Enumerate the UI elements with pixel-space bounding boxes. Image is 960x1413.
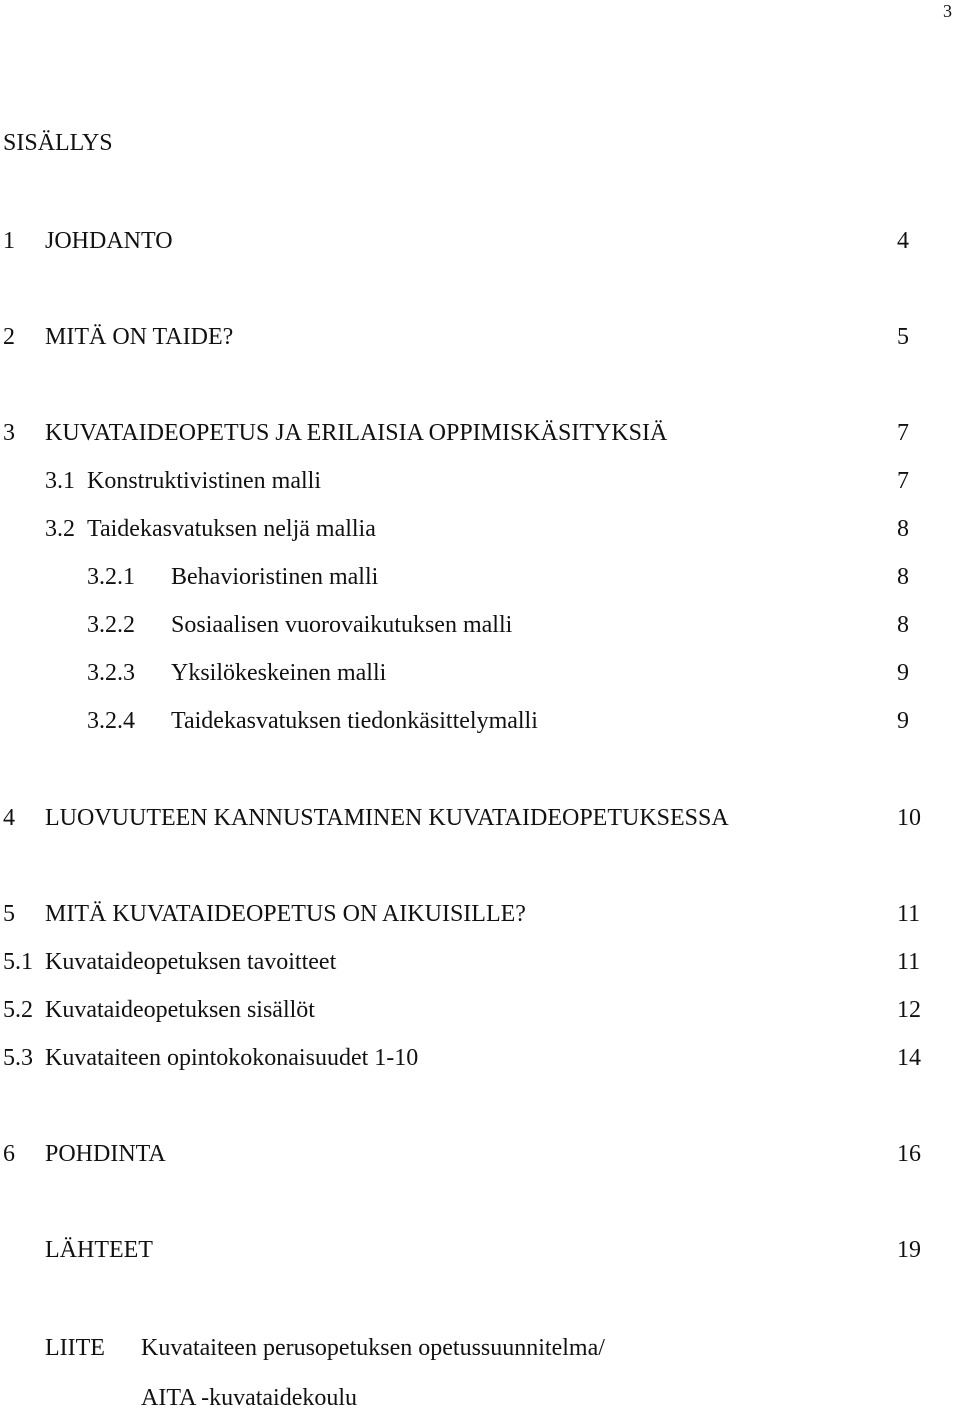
toc-entry[interactable] [0, 995, 960, 1025]
toc-entry-page: 8 [897, 612, 909, 638]
toc-entry-page: 11 [897, 901, 921, 927]
toc-entry-number: 3.2.1 [87, 564, 135, 590]
toc-entry-label: MITÄ KUVATAIDEOPETUS ON AIKUISILLE? [45, 901, 526, 927]
toc-entry[interactable] [0, 562, 960, 592]
toc-entry-page: 7 [897, 468, 909, 494]
toc-entry-page: 19 [897, 1237, 921, 1263]
toc-entry-number: 3 [3, 420, 15, 446]
toc-entry[interactable] [0, 658, 960, 688]
toc-entry-page: 14 [897, 1045, 921, 1071]
toc-entry-number: 3.2.4 [87, 708, 135, 734]
toc-entry-number: 5.2 [3, 997, 33, 1023]
toc-entry[interactable] [0, 418, 960, 448]
toc-entry-label: Kuvataideopetuksen sisällöt [45, 997, 315, 1023]
toc-entry-page: 8 [897, 516, 909, 542]
toc-entry-label: Kuvataiteen opintokokonaisuudet 1-10 [45, 1045, 419, 1071]
toc-entry[interactable] [0, 947, 960, 977]
toc-title: SISÄLLYS [3, 130, 113, 156]
toc-entry[interactable] [0, 466, 960, 496]
toc-appendix-label-continued: AITA -kuvataidekoulu [141, 1385, 358, 1411]
toc-entry[interactable] [0, 322, 960, 352]
toc-entry-number: 3.2.2 [87, 612, 135, 638]
toc-entry-label: Yksilökeskeinen malli [171, 660, 387, 686]
toc-entry[interactable] [0, 1235, 960, 1265]
toc-entry[interactable] [0, 706, 960, 736]
toc-entry-page: 11 [897, 949, 921, 975]
toc-entry-number: 3.2 [45, 516, 75, 542]
toc-entry-label: KUVATAIDEOPETUS JA ERILAISIA OPPIMISKÄSITYKSIÄ [45, 420, 668, 446]
toc-entry-number: 1 [3, 228, 15, 254]
toc-entry-label: Konstruktivistinen malli [87, 468, 321, 494]
toc-entry-label: LUOVUUTEEN KANNUSTAMINEN KUVATAIDEOPETUKSESSA [45, 805, 729, 831]
toc-entry-label: Kuvataideopetuksen tavoitteet [45, 949, 337, 975]
toc-entry[interactable] [0, 514, 960, 544]
page-number: 3 [943, 1, 952, 21]
toc-entry-number: 6 [3, 1141, 15, 1167]
toc-entry-page: 8 [897, 564, 909, 590]
toc-entry[interactable] [0, 610, 960, 640]
toc-entry-page: 16 [897, 1141, 921, 1167]
toc-entry-number: 3.2.3 [87, 660, 135, 686]
toc-entry[interactable] [0, 899, 960, 929]
toc-entry[interactable] [0, 1139, 960, 1169]
toc-entry-number: 3.1 [45, 468, 75, 494]
toc-entry-label: Behavioristinen malli [171, 564, 379, 590]
toc-entry-number: 5.1 [3, 949, 33, 975]
toc-entry-page: 9 [897, 708, 909, 734]
toc-entry-page: 5 [897, 324, 909, 350]
toc-entry-label: Taidekasvatuksen tiedonkäsittelymalli [171, 708, 538, 734]
toc-appendix-number: LIITE [45, 1335, 105, 1361]
toc-entry[interactable] [0, 1043, 960, 1073]
toc-entry-label: JOHDANTO [45, 228, 173, 254]
toc-entry-label: Taidekasvatuksen neljä mallia [87, 516, 376, 542]
toc-entry-label: LÄHTEET [45, 1237, 153, 1263]
toc-entry[interactable] [0, 226, 960, 256]
toc-appendix[interactable] [0, 1333, 960, 1363]
toc-entry-number: 5.3 [3, 1045, 33, 1071]
toc-entry-page: 12 [897, 997, 921, 1023]
toc-appendix-label: Kuvataiteen perusopetuksen opetussuunnitelma/ [141, 1335, 605, 1361]
toc-entry-label: Sosiaalisen vuorovaikutuksen malli [171, 612, 513, 638]
toc-entry[interactable] [0, 803, 960, 833]
toc-entry-label: MITÄ ON TAIDE? [45, 324, 234, 350]
toc-entry-page: 9 [897, 660, 909, 686]
toc-entry-number: 2 [3, 324, 15, 350]
toc-entry-page: 10 [897, 805, 921, 831]
toc-entry-number: 5 [3, 901, 15, 927]
toc-entry-page: 4 [897, 228, 909, 254]
toc-entry-number: 4 [3, 805, 15, 831]
toc-entry-label: POHDINTA [45, 1141, 166, 1167]
toc-entry-page: 7 [897, 420, 909, 446]
